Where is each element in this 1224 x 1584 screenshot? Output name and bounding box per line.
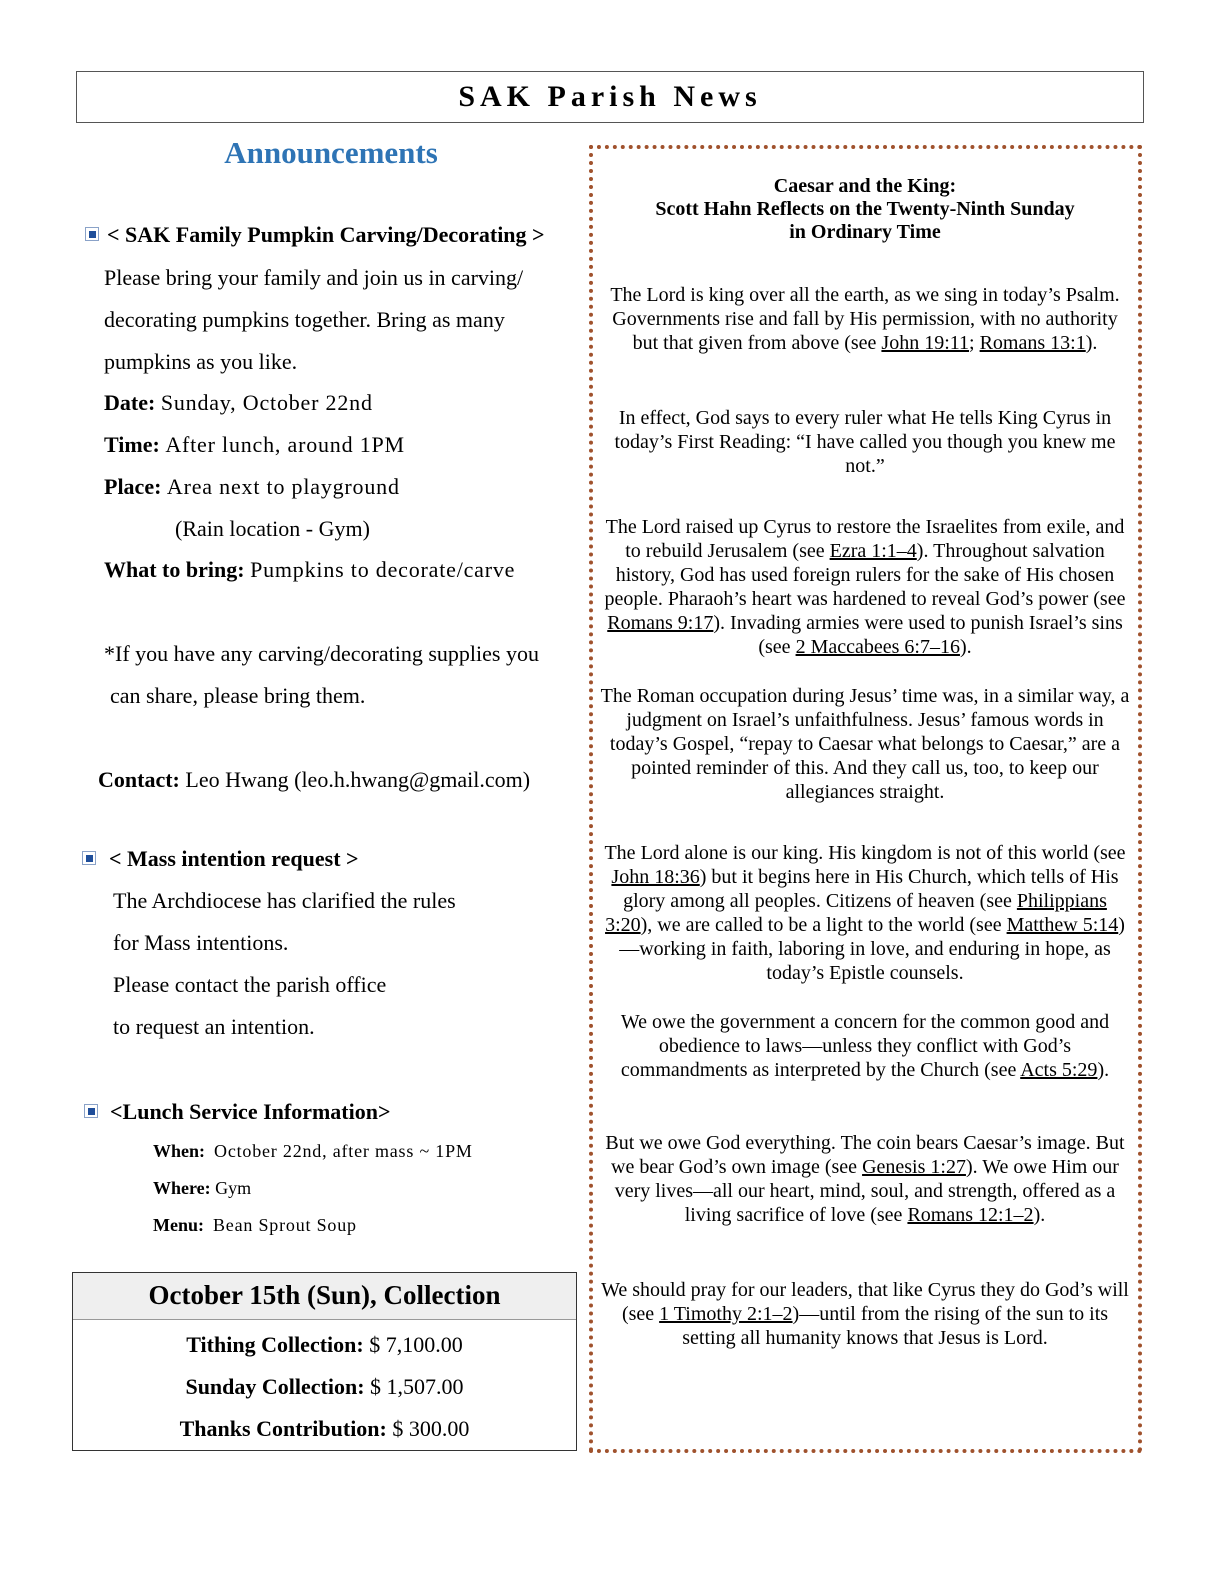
text-run: ). xyxy=(1033,1204,1046,1226)
collection-value: $ 300.00 xyxy=(392,1416,470,1441)
text-run: ) but it begins here in His Church, which tells of His glory among all peoples. Citizens of heaven (see xyxy=(623,866,1119,912)
text-run: ). Invading armies were used to punish Israel’s sins (see xyxy=(713,612,1123,658)
menu-label: Menu: xyxy=(153,1215,204,1235)
pumpkin-note-2: can share, please bring them. xyxy=(110,683,366,708)
scripture-link[interactable]: John 18:36 xyxy=(611,866,700,888)
time-label: Time: xyxy=(104,432,160,457)
reflection-paragraph-6 xyxy=(600,1010,1130,1082)
pumpkin-contact xyxy=(98,767,530,793)
text-run: The Lord alone is our king. His kingdom is not of this world (see xyxy=(604,842,1126,864)
place-label: Place: xyxy=(104,474,162,499)
collection-row-thanks xyxy=(73,1408,576,1450)
scripture-link[interactable]: Matthew 5:14 xyxy=(1006,914,1119,936)
lunch-menu xyxy=(153,1215,357,1236)
reflection-title xyxy=(600,175,1130,244)
bring-label: What to bring: xyxy=(104,557,245,582)
reflection-title-line-2: Scott Hahn Reflects on the Twenty-Ninth Sunday xyxy=(655,198,1075,220)
text-run: ). Throughout salvation history, God has used foreign rulers for the sake of His chosen people. Pharaoh’s heart was hardened to reveal God’s power (see xyxy=(604,540,1126,610)
square-bullet-icon xyxy=(84,1104,98,1118)
collection-box xyxy=(72,1272,577,1451)
text-run: We owe the government a concern for the common good and obedience to laws—unless they conflict with God’s commandments as interpreted by the Church (see xyxy=(620,1011,1110,1081)
lunch-where xyxy=(153,1178,251,1199)
pumpkin-time xyxy=(104,432,405,458)
date-value: Sunday, October 22nd xyxy=(160,390,373,415)
collection-label: Thanks Contribution: xyxy=(179,1416,387,1441)
scripture-link[interactable]: Acts 5:29 xyxy=(1020,1059,1098,1081)
pumpkin-date xyxy=(104,390,373,416)
pumpkin-line-1: Please bring your family and join us in carving/ xyxy=(104,265,524,290)
mass-title: < Mass intention request > xyxy=(109,846,359,871)
text-run: )—working in faith, laboring in love, and enduring in hope, as today’s Epistle counsels. xyxy=(619,914,1125,984)
collection-heading: October 15th (Sun), Collection xyxy=(73,1273,576,1320)
text-run: ). xyxy=(1085,332,1098,354)
pumpkin-rain-location: (Rain location - Gym) xyxy=(175,516,370,541)
scripture-link[interactable]: Philippians 3:20 xyxy=(605,890,1107,936)
scripture-link[interactable]: Romans 12:1–2 xyxy=(907,1204,1034,1226)
menu-value: Bean Sprout Soup xyxy=(213,1215,357,1235)
collection-label: Sunday Collection: xyxy=(185,1374,365,1399)
when-label: When: xyxy=(153,1141,206,1161)
scripture-link[interactable]: 2 Maccabees 6:7–16 xyxy=(795,636,960,658)
scripture-link[interactable]: Ezra 1:1–4 xyxy=(829,540,917,562)
time-value: After lunch, around 1PM xyxy=(165,432,405,457)
pumpkin-title: < SAK Family Pumpkin Carving/Decorating > xyxy=(107,222,545,247)
pumpkin-note-1: *If you have any carving/decorating supplies you xyxy=(104,641,539,666)
pumpkin-bring xyxy=(104,557,515,583)
when-value: October 22nd, after mass ~ 1PM xyxy=(214,1141,473,1161)
reflection-paragraph-3 xyxy=(596,515,1134,659)
text-run: ; xyxy=(969,332,980,354)
mass-line-4: to request an intention. xyxy=(113,1014,315,1039)
text-run: ). xyxy=(1097,1059,1110,1081)
collection-row-tithing xyxy=(73,1324,576,1366)
reflection-paragraph-8 xyxy=(600,1278,1130,1350)
text-run: )—until from the rising of the sun to its setting all humanity knows that Jesus is Lord. xyxy=(682,1303,1109,1349)
pumpkin-place xyxy=(104,474,400,500)
mass-line-1: The Archdiocese has clarified the rules xyxy=(113,888,456,913)
reflection-title-line-3: in Ordinary Time xyxy=(789,221,941,243)
reflection-title-line-1: Caesar and the King: xyxy=(773,175,957,197)
reflection-paragraph-7 xyxy=(600,1131,1130,1227)
contact-label: Contact: xyxy=(98,767,180,792)
collection-label: Tithing Collection: xyxy=(186,1332,364,1357)
scripture-link[interactable]: Romans 13:1 xyxy=(979,332,1086,354)
place-value: Area next to playground xyxy=(166,474,400,499)
text-run: But we owe God everything. The coin bears Caesar’s image. But we bear God’s own image (see xyxy=(605,1132,1125,1178)
pumpkin-line-3: pumpkins as you like. xyxy=(104,349,298,374)
mass-line-3: Please contact the parish office xyxy=(113,972,387,997)
reflection-paragraph-2: In effect, God says to every ruler what He tells King Cyrus in today’s First Reading: “I have called you though you knew me not.” xyxy=(614,407,1116,477)
square-bullet-icon xyxy=(85,227,99,241)
text-run: We should pray for our leaders, that like Cyrus they do God’s will (see xyxy=(601,1279,1129,1325)
text-run: The Lord is king over all the earth, as we sing in today’s Psalm. Governments rise and fall by His permission, with no authority but that given from above (see xyxy=(610,284,1120,354)
date-label: Date: xyxy=(104,390,156,415)
reflection-paragraph-5 xyxy=(600,841,1130,985)
reflection-paragraph-1 xyxy=(600,283,1130,355)
scripture-link[interactable]: Genesis 1:27 xyxy=(862,1156,966,1178)
announcements-heading: Announcements xyxy=(224,135,438,170)
text-run: The Lord raised up Cyrus to restore the Israelites from exile, and to rebuild Jerusalem (see xyxy=(605,516,1125,562)
text-run: ). We owe Him our very lives—all our heart, mind, soul, and strength, offered as a living sacrifice of love (see xyxy=(614,1156,1119,1226)
reflection-paragraph-4: The Roman occupation during Jesus’ time was, in a similar way, a judgment on Israel’s unfaithfulness. Jesus’ famous words in today’s Gospel, “repay to Caesar what belongs to Caesar,” are a pointed reminder of this. And they call us, too, to keep our allegiances straight. xyxy=(600,685,1130,803)
scripture-link[interactable]: Romans 9:17 xyxy=(607,612,714,634)
bring-value: Pumpkins to decorate/carve xyxy=(250,557,516,582)
scripture-link[interactable]: John 19:11 xyxy=(881,332,970,354)
where-value: Gym xyxy=(215,1178,252,1198)
text-run: ), we are called to be a light to the world (see xyxy=(640,914,1007,936)
collection-value: $ 1,507.00 xyxy=(370,1374,464,1399)
collection-value: $ 7,100.00 xyxy=(369,1332,463,1357)
lunch-when xyxy=(153,1141,473,1162)
contact-value[interactable]: Leo Hwang (leo.h.hwang@gmail.com) xyxy=(185,767,531,792)
collection-row-sunday xyxy=(73,1366,576,1408)
text-run: ). xyxy=(959,636,972,658)
lunch-title: <Lunch Service Information> xyxy=(110,1099,391,1124)
scripture-link[interactable]: 1 Timothy 2:1–2 xyxy=(659,1303,793,1325)
masthead-title: SAK Parish News xyxy=(76,71,1144,123)
where-label: Where: xyxy=(153,1178,211,1198)
pumpkin-line-2: decorating pumpkins together. Bring as many xyxy=(104,307,505,332)
mass-line-2: for Mass intentions. xyxy=(113,930,289,955)
square-bullet-icon xyxy=(82,851,96,865)
